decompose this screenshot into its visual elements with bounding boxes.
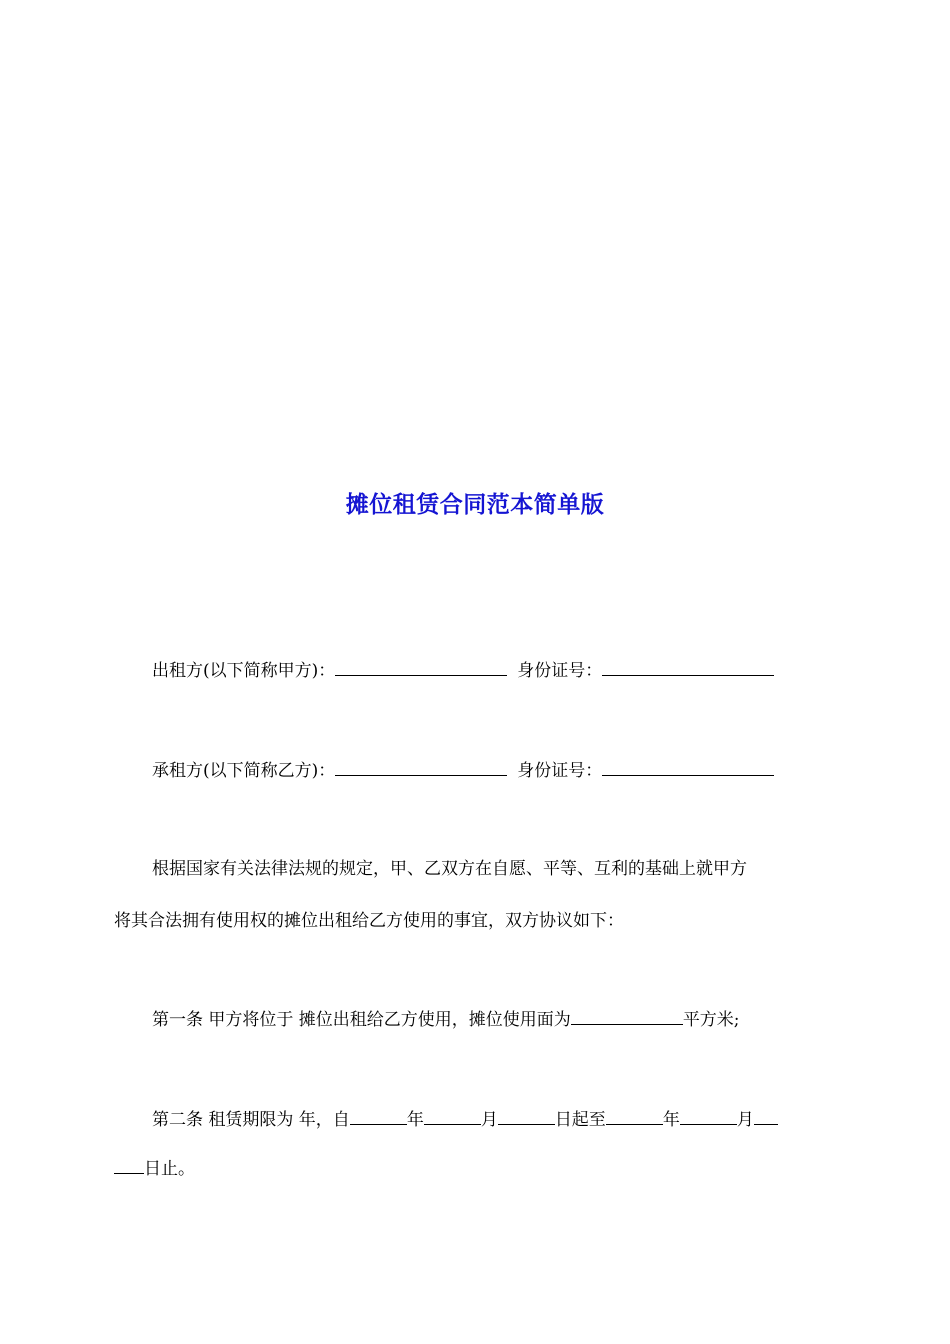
lessee-line — [152, 758, 774, 783]
article-2-prefix: 第二条 租赁期限为 年，自 — [152, 1110, 350, 1130]
lessor-id-blank — [602, 658, 774, 676]
end-year-label: 年 — [662, 1110, 680, 1130]
lessee-name-blank — [335, 758, 507, 776]
lessor-label: 出租方(以下简称甲方)： — [152, 661, 336, 681]
lessor-name-blank — [335, 658, 507, 676]
lessee-label: 承租方(以下简称乙方)： — [152, 761, 336, 781]
article-2-continued — [114, 1156, 195, 1181]
lessee-id-blank — [602, 758, 774, 776]
end-day-blank-part-1 — [754, 1107, 778, 1125]
start-day-blank — [498, 1107, 555, 1125]
start-month-label: 月 — [480, 1110, 498, 1130]
start-month-blank — [424, 1107, 481, 1125]
lessor-line — [152, 658, 774, 683]
article-1-unit: 平方米; — [682, 1010, 740, 1030]
article-1-text: 第一条 甲方将位于 摊位出租给乙方使用，摊位使用面为 — [152, 1010, 571, 1030]
start-year-blank — [350, 1107, 407, 1125]
end-month-label: 月 — [736, 1110, 754, 1130]
preamble-line-1: 根据国家有关法律法规的规定，甲、乙双方在自愿、平等、互利的基础上就甲方 — [152, 859, 747, 879]
end-day-blank-part-2 — [114, 1156, 144, 1174]
start-day-label: 日起至 — [554, 1110, 606, 1130]
lessee-id-label: 身份证号： — [517, 761, 603, 781]
lessor-id-label: 身份证号： — [517, 661, 603, 681]
document-title: 摊位租赁合同范本简单版 — [345, 491, 605, 518]
start-year-label: 年 — [406, 1110, 424, 1130]
end-year-blank — [606, 1107, 663, 1125]
end-month-blank — [680, 1107, 737, 1125]
area-blank — [571, 1007, 683, 1025]
preamble-line-2: 将其合法拥有使用权的摊位出租给乙方使用的事宜，双方协议如下： — [114, 911, 624, 931]
end-day-label: 日止。 — [144, 1159, 195, 1179]
article-2 — [152, 1107, 778, 1132]
article-1 — [152, 1007, 740, 1032]
